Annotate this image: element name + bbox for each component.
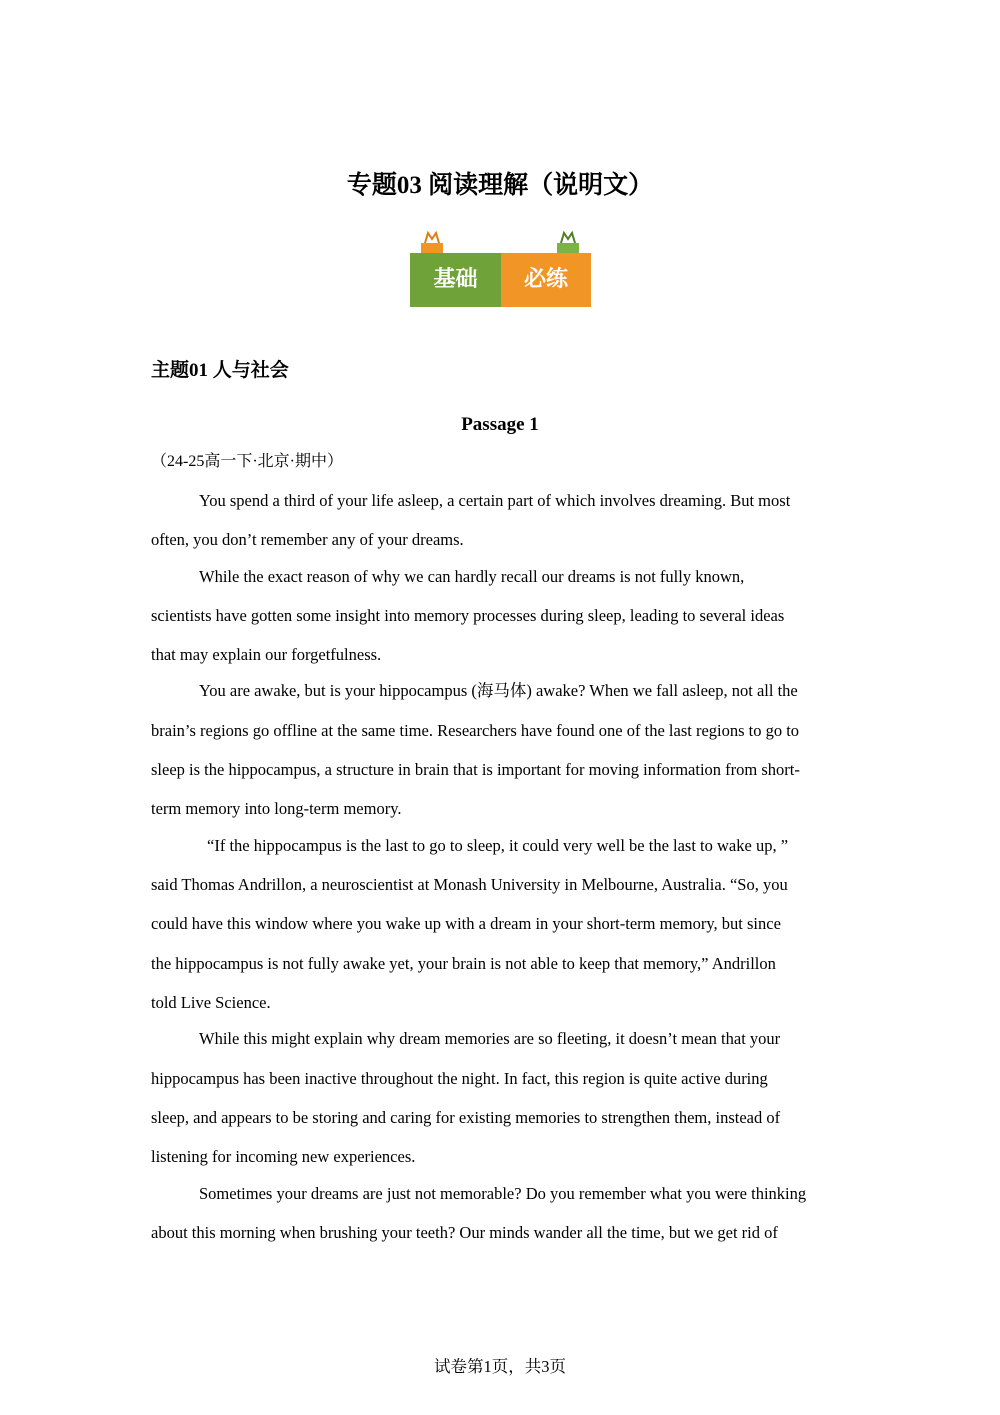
section-title: 主题01 人与社会 [151, 360, 289, 381]
page-title: 专题03 阅读理解（说明文） [346, 172, 654, 199]
passage-line: While this might explain why dream memories are so fleeting, it doesn’t mean that your [199, 1029, 781, 1048]
badge-left-block [410, 253, 501, 307]
passage-line: told Live Science. [151, 993, 271, 1012]
passage-line: hippocampus has been inactive throughout the night. In fact, this region is quite active during [151, 1069, 768, 1088]
passage-line: brain’s regions go offline at the same time. Researchers have found one of the last regions to go to [151, 721, 800, 740]
passage-line: about this morning when brushing your teeth? Our minds wander all the time, but we get rid of [151, 1223, 778, 1242]
passage-line: scientists have gotten some insight into memory processes during sleep, leading to several ideas [151, 606, 785, 625]
passage-line: “If the hippocampus is the last to go to sleep, it could very well be the last to wake up, ” [207, 836, 789, 855]
passage-line: You spend a third of your life asleep, a certain part of which involves dreaming. But most [199, 491, 791, 510]
badge-right-block [501, 253, 591, 307]
passage-title: Passage 1 [461, 414, 539, 435]
passage-line: often, you don’t remember any of your dreams. [151, 530, 464, 549]
badge-right-text: 必练 [523, 267, 568, 292]
page-footer: 试卷第1页，共3页 [434, 1357, 566, 1376]
passage-line: You are awake, but is your hippocampus (海马体) awake? When we fall asleep, not all the [199, 681, 798, 700]
passage-line: term memory into long-term memory. [151, 799, 402, 818]
passage-source: （24-25高一下·北京·期中） [151, 453, 343, 470]
passage-line: the hippocampus is not fully awake yet, your brain is not able to keep that memory,” Andrillon [151, 954, 776, 973]
badge-left-text: 基础 [433, 267, 478, 292]
passage-line: said Thomas Andrillon, a neuroscientist at Monash University in Melbourne, Australia. “So, you [151, 875, 788, 894]
passage-line: that may explain our forgetfulness. [151, 645, 382, 664]
passage-line: While the exact reason of why we can hardly recall our dreams is not fully known, [199, 567, 745, 586]
passage-line: could have this window where you wake up with a dream in your short-term memory, but since [151, 914, 781, 933]
passage-line: sleep, and appears to be storing and caring for existing memories to strengthen them, instead of [151, 1108, 781, 1127]
passage-line: sleep is the hippocampus, a structure in brain that is important for moving information from short- [151, 760, 800, 779]
passage-line: listening for incoming new experiences. [151, 1147, 416, 1166]
passage-line: Sometimes your dreams are just not memorable? Do you remember what you were thinking [199, 1184, 807, 1203]
basic-practice-badge [410, 231, 591, 307]
